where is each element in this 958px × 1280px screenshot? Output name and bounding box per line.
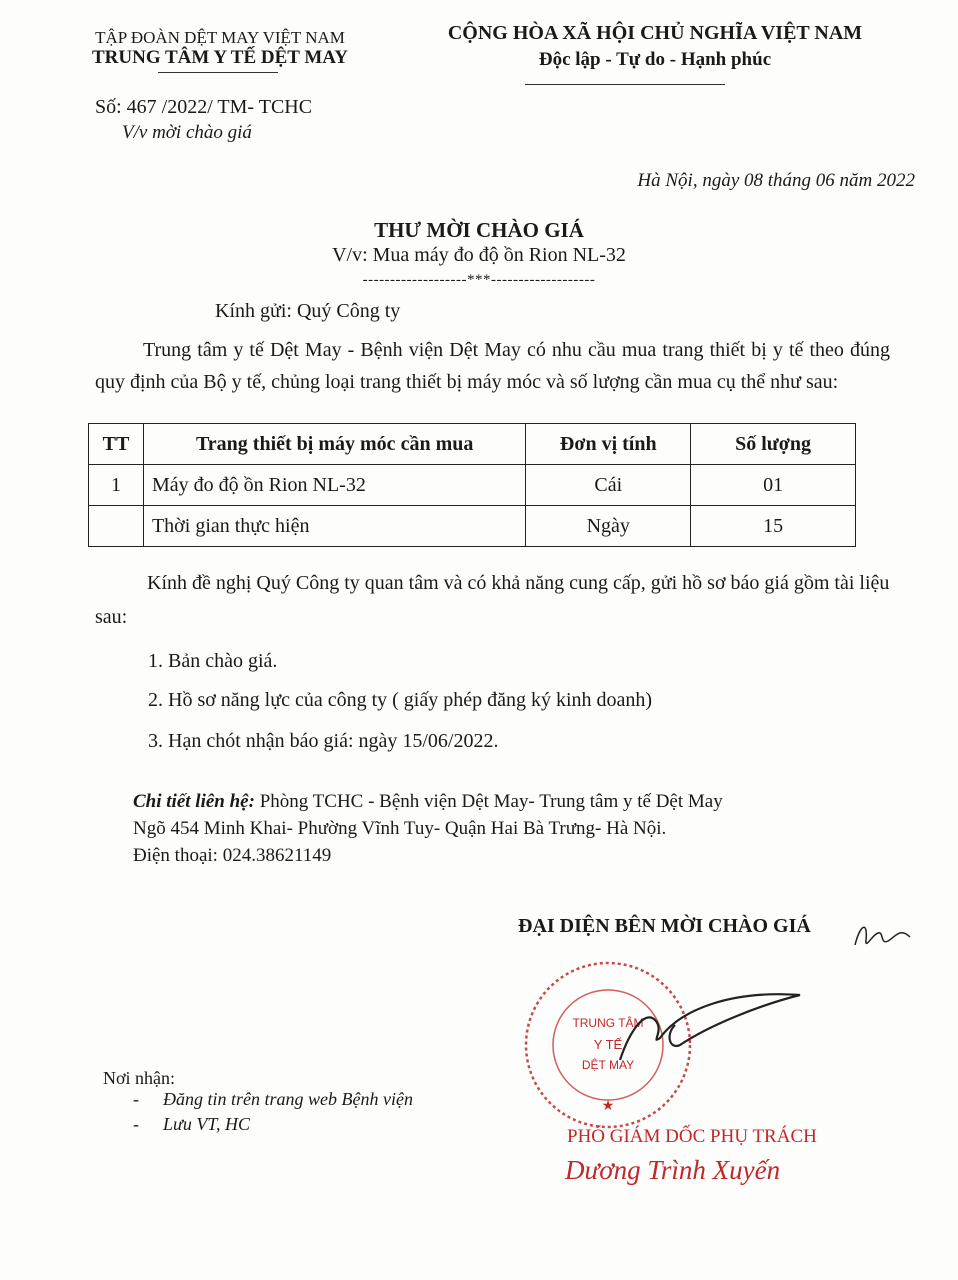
cell-tt: 1 bbox=[89, 465, 144, 506]
recipients-label: Nơi nhận: bbox=[103, 1068, 176, 1088]
cell-unit: Cái bbox=[526, 465, 691, 506]
col-header-equipment: Trang thiết bị máy móc cần mua bbox=[143, 424, 525, 465]
contact-address: Ngõ 454 Minh Khai- Phường Vĩnh Tuy- Quận Hai Bà Trưng- Hà Nội. bbox=[133, 818, 667, 839]
cell-equipment: Máy đo độ ồn Rion NL-32 bbox=[143, 465, 525, 506]
equipment-table bbox=[88, 423, 856, 547]
col-header-unit: Đơn vị tính bbox=[526, 424, 691, 465]
cell-tt bbox=[89, 506, 144, 547]
cell-quantity: 15 bbox=[691, 506, 856, 547]
table-row bbox=[89, 506, 856, 547]
cell-equipment: Thời gian thực hiện bbox=[143, 506, 525, 547]
salutation: Kính gửi: Quý Công ty bbox=[215, 300, 401, 322]
org-underline bbox=[158, 72, 278, 73]
recipient-item: - Đăng tin trên trang web Bệnh viện bbox=[133, 1089, 413, 1109]
document-number: Số: 467 /2022/ TM- TCHC bbox=[95, 96, 313, 118]
cell-quantity: 01 bbox=[691, 465, 856, 506]
stamp-line-1: TRUNG TÂM bbox=[572, 1016, 644, 1030]
national-motto: Độc lập - Tự do - Hạnh phúc bbox=[538, 49, 772, 70]
initial-signature bbox=[850, 915, 920, 955]
org-name: TRUNG TÂM Y TẾ DỆT MAY bbox=[91, 47, 349, 68]
stamp-star-icon: ★ bbox=[601, 1099, 615, 1114]
table-row bbox=[89, 465, 856, 506]
intro-paragraph: Trung tâm y tế Dệt May - Bệnh viện Dệt May có nhu cầu mua trang thiết bị y tế theo đúng quy định của Bộ y tế, chủng loại trang thiết bị máy móc và số lượng cần mua cụ thể như sau: bbox=[95, 339, 890, 393]
document-date: Hà Nội, ngày 08 tháng 06 năm 2022 bbox=[637, 170, 915, 191]
stamp-line-2: Y TẾ bbox=[593, 1037, 623, 1052]
letter-subtitle: V/v: Mua máy đo độ ồn Rion NL-32 bbox=[332, 244, 626, 266]
letter-title: THƯ MỜI CHÀO GIÁ bbox=[374, 218, 584, 242]
request-paragraph: Kính đề nghị Quý Công ty quan tâm và có khả năng cung cấp, gửi hồ sơ báo giá gồm tài liệu sau: bbox=[95, 572, 890, 628]
handwritten-signature bbox=[560, 950, 860, 1090]
motto-underline bbox=[525, 84, 725, 85]
signature-title: ĐẠI DIỆN BÊN MỜI CHÀO GIÁ bbox=[518, 915, 811, 937]
col-header-quantity: Số lượng bbox=[691, 424, 856, 465]
col-header-tt: TT bbox=[89, 424, 144, 465]
contact-line1: Phòng TCHC - Bệnh viện Dệt May- Trung tâm y tế Dệt May bbox=[254, 791, 723, 812]
signer-name: Dương Trình Xuyến bbox=[565, 1155, 781, 1185]
contact-block bbox=[133, 788, 893, 869]
republic-title: CỘNG HÒA XÃ HỘI CHỦ NGHĨA VIỆT NAM bbox=[447, 22, 863, 44]
contact-phone: Điện thoại: 024.38621149 bbox=[133, 845, 332, 866]
list-item: 3. Hạn chót nhận báo giá: ngày 15/06/2022. bbox=[148, 730, 499, 752]
recipient-item: - Lưu VT, HC bbox=[133, 1114, 251, 1134]
list-item: 2. Hồ sơ năng lực của công ty ( giấy phép đăng ký kinh doanh) bbox=[148, 689, 653, 711]
document-subject: V/v mời chào giá bbox=[122, 122, 252, 143]
divider-line: -------------------***------------------- bbox=[362, 272, 596, 288]
table-header-row bbox=[89, 424, 856, 465]
org-parent: TẬP ĐOÀN DỆT MAY VIỆT NAM bbox=[95, 28, 345, 47]
signer-role: PHÓ GIÁM DỐC PHỤ TRÁCH bbox=[567, 1126, 817, 1147]
list-item: 1. Bản chào giá. bbox=[148, 650, 278, 672]
stamp-line-3: DỆT MAY bbox=[581, 1058, 635, 1072]
cell-unit: Ngày bbox=[526, 506, 691, 547]
contact-label: Chi tiết liên hệ: bbox=[133, 791, 255, 812]
